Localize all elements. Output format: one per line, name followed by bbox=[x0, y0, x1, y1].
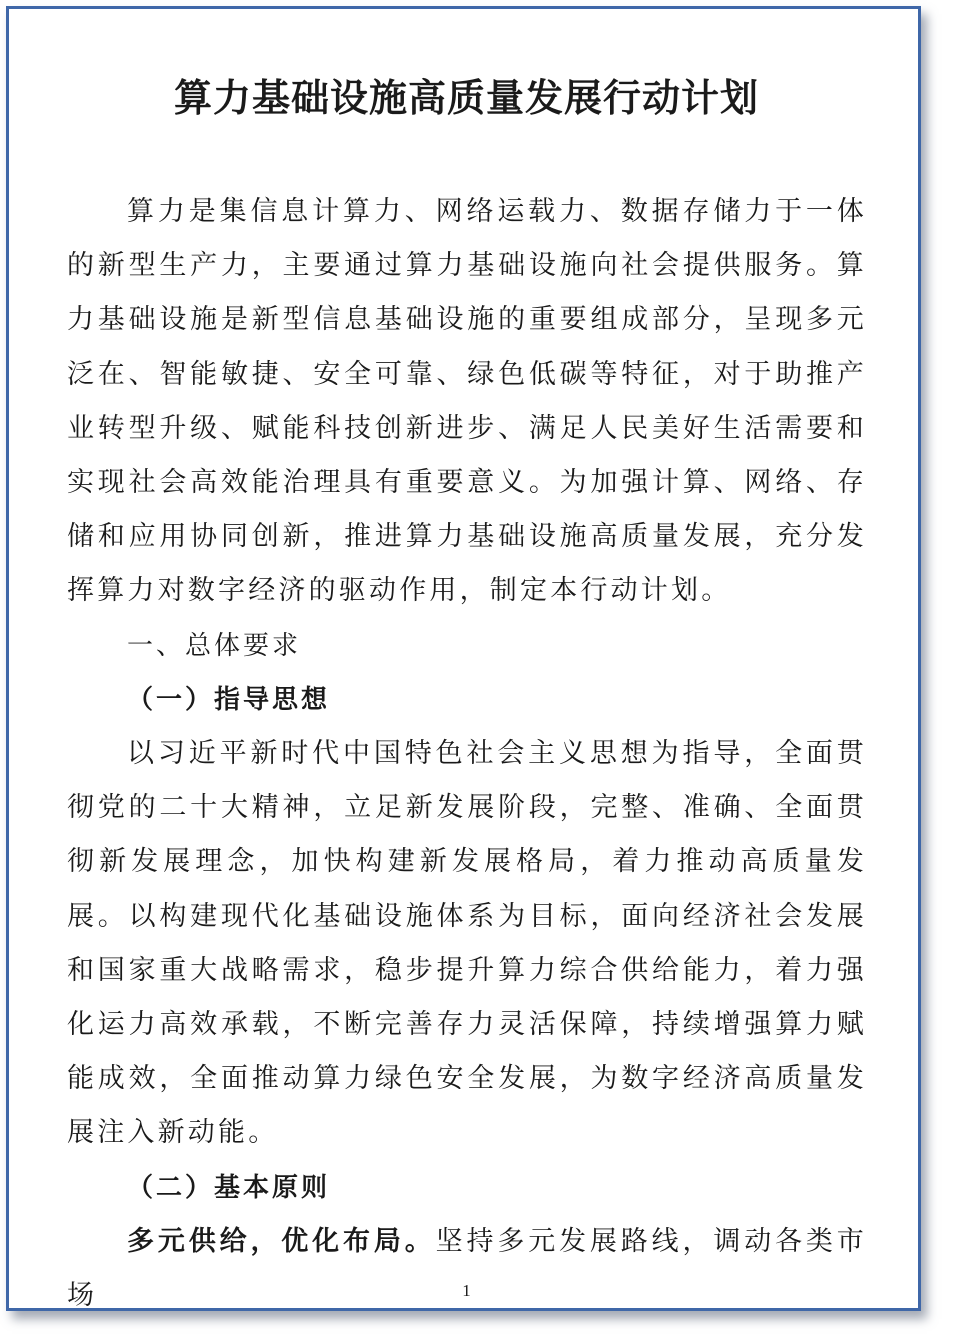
document-title: 算力基础设施高质量发展行动计划 bbox=[173, 75, 759, 120]
principle-body-text: 坚持多元发展路线，调动各类市场 bbox=[67, 1225, 867, 1312]
document-page bbox=[6, 6, 921, 1311]
section-heading-general-requirements: 一、总体要求 bbox=[127, 630, 302, 661]
page-number: 1 bbox=[462, 1281, 471, 1300]
principle-lead-text: 多元供给，优化布局。 bbox=[127, 1225, 436, 1257]
guiding-ideology-paragraph: 以习近平新时代中国特色社会主义思想为指导，全面贯彻党的二十大精神，立足新发展阶段，完整、准确、全面贯彻新发展理念，加快构建新发展格局，着力推动高质量发展。以构建现代化基础设施体系为目标，面向经济社会发展和国家重大战略需求，稳步提升算力综合供给能力，着力强化运力高效承载，不断完善存力灵活保障，持续增强算力赋能成效，全面推动算力绿色安全发展，为数字经济高质量发展注入新动能。 bbox=[67, 738, 867, 1149]
document-body bbox=[67, 185, 867, 1323]
subsection-heading-guiding-ideology: （一）指导思想 bbox=[127, 684, 331, 715]
intro-paragraph: 算力是集信息计算力、网络运载力、数据存储力于一体的新型生产力，主要通过算力基础设施向社会提供服务。算力基础设施是新型信息基础设施的重要组成部分，呈现多元泛在、智能敏捷、安全可靠、绿色低碳等特征，对于助推产业转型升级、赋能科技创新进步、满足人民美好生活需要和实现社会高效能治理具有重要意义。为加强计算、网络、存储和应用协同创新，推进算力基础设施高质量发展，充分发挥算力对数字经济的驱动作用，制定本行动计划。 bbox=[67, 196, 867, 607]
principle-paragraph bbox=[67, 1215, 867, 1323]
subsection-heading-basic-principles: （二）基本原则 bbox=[127, 1172, 331, 1203]
